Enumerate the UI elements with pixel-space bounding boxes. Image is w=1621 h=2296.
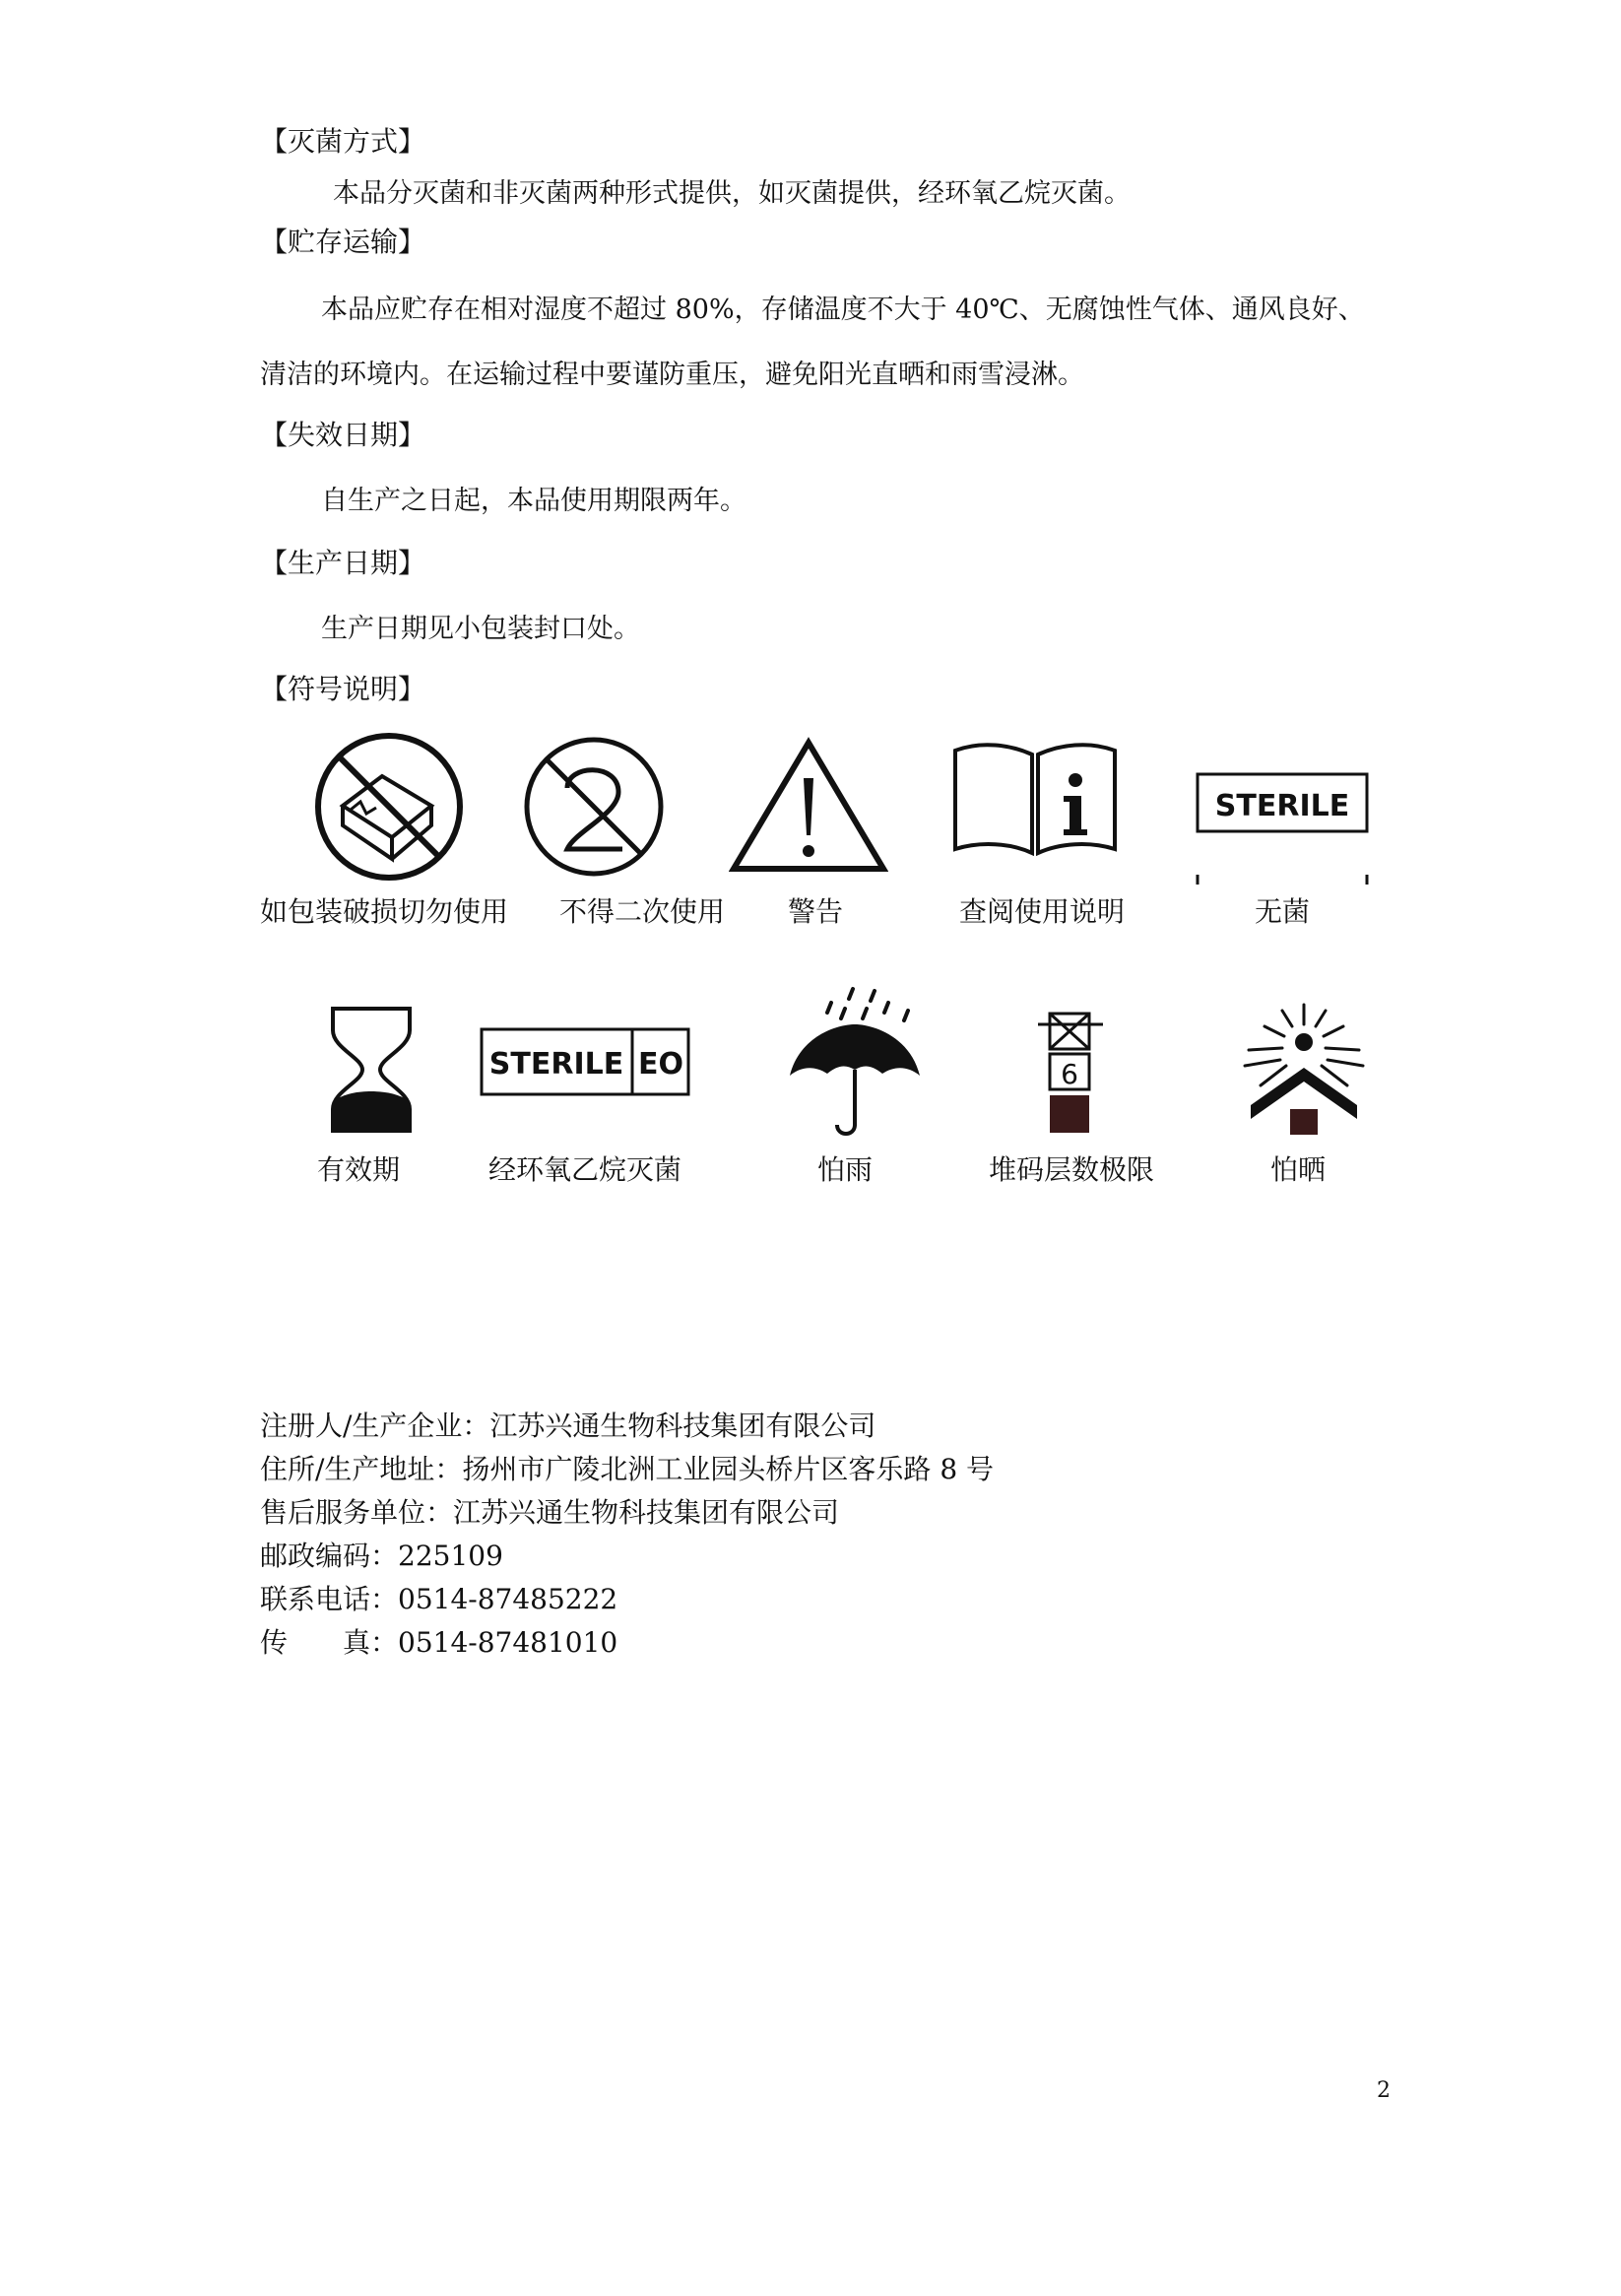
contact-phone: 联系电话：0514-87485222 xyxy=(260,1583,618,1615)
keep-dry-umbrella-icon xyxy=(786,981,924,1141)
do-not-reuse-icon xyxy=(520,733,668,881)
contact-postcode: 邮政编码：225109 xyxy=(260,1540,503,1572)
label-do-not-use-if-damaged: 如包装破损切勿使用 xyxy=(260,895,509,928)
text-expiry: 自生产之日起，本品使用期限两年。 xyxy=(321,486,746,516)
do-not-use-if-damaged-icon xyxy=(311,729,467,885)
contact-registrant: 注册人/生产企业：江苏兴通生物科技集团有限公司 xyxy=(260,1410,876,1442)
page-number: 2 xyxy=(1377,2078,1391,2103)
heading-production-date: 【生产日期】 xyxy=(260,547,426,579)
heading-expiry: 【失效日期】 xyxy=(260,419,426,451)
contact-fax: 传 真：0514-87481010 xyxy=(260,1626,618,1659)
consult-instructions-icon xyxy=(951,741,1119,859)
label-keep-away-from-sunlight: 怕晒 xyxy=(1270,1153,1327,1186)
contact-after-sales: 售后服务单位：江苏兴通生物科技集团有限公司 xyxy=(260,1496,840,1529)
warning-icon xyxy=(729,737,888,875)
heading-sterilization: 【灭菌方式】 xyxy=(260,125,426,158)
heading-symbols: 【符号说明】 xyxy=(260,673,426,705)
eo-box-text: EO xyxy=(638,1047,683,1082)
sterile-box-text: STERILE xyxy=(1214,789,1350,823)
contact-address: 住所/生产地址：扬州市广陵北洲工业园头桥片区客乐路 8 号 xyxy=(260,1453,995,1485)
label-do-not-reuse: 不得二次使用 xyxy=(559,895,726,928)
label-stacking-limit: 堆码层数极限 xyxy=(989,1153,1155,1186)
sterile-eo-box-text: STERILE xyxy=(488,1047,624,1082)
stacking-limit-number: 6 xyxy=(1061,1058,1078,1090)
label-expiry: 有效期 xyxy=(317,1153,401,1186)
sterile-icon xyxy=(1194,770,1371,888)
label-sterile: 无菌 xyxy=(1255,895,1311,928)
sterile-eo-icon xyxy=(479,1026,691,1097)
expiry-hourglass-icon xyxy=(329,1005,414,1135)
label-warning: 警告 xyxy=(788,895,844,928)
stacking-limit-icon xyxy=(1038,1011,1103,1135)
keep-away-from-sunlight-icon xyxy=(1235,1003,1373,1137)
text-production-date: 生产日期见小包装封口处。 xyxy=(321,614,640,644)
label-consult-instructions: 查阅使用说明 xyxy=(959,895,1126,928)
label-sterile-eo: 经环氧乙烷灭菌 xyxy=(488,1153,682,1186)
heading-storage: 【贮存运输】 xyxy=(260,226,426,258)
text-sterilization: 本品分灭菌和非灭菌两种形式提供，如灭菌提供，经环氧乙烷灭菌。 xyxy=(333,178,1131,209)
text-storage-line1: 本品应贮存在相对湿度不超过 80%，存储温度不大于 40℃、无腐蚀性气体、通风良好、 xyxy=(321,295,1365,325)
label-keep-dry: 怕雨 xyxy=(817,1153,874,1186)
text-storage-line2: 清洁的环境内。在运输过程中要谨防重压，避免阳光直晒和雨雪浸淋。 xyxy=(260,360,1084,390)
